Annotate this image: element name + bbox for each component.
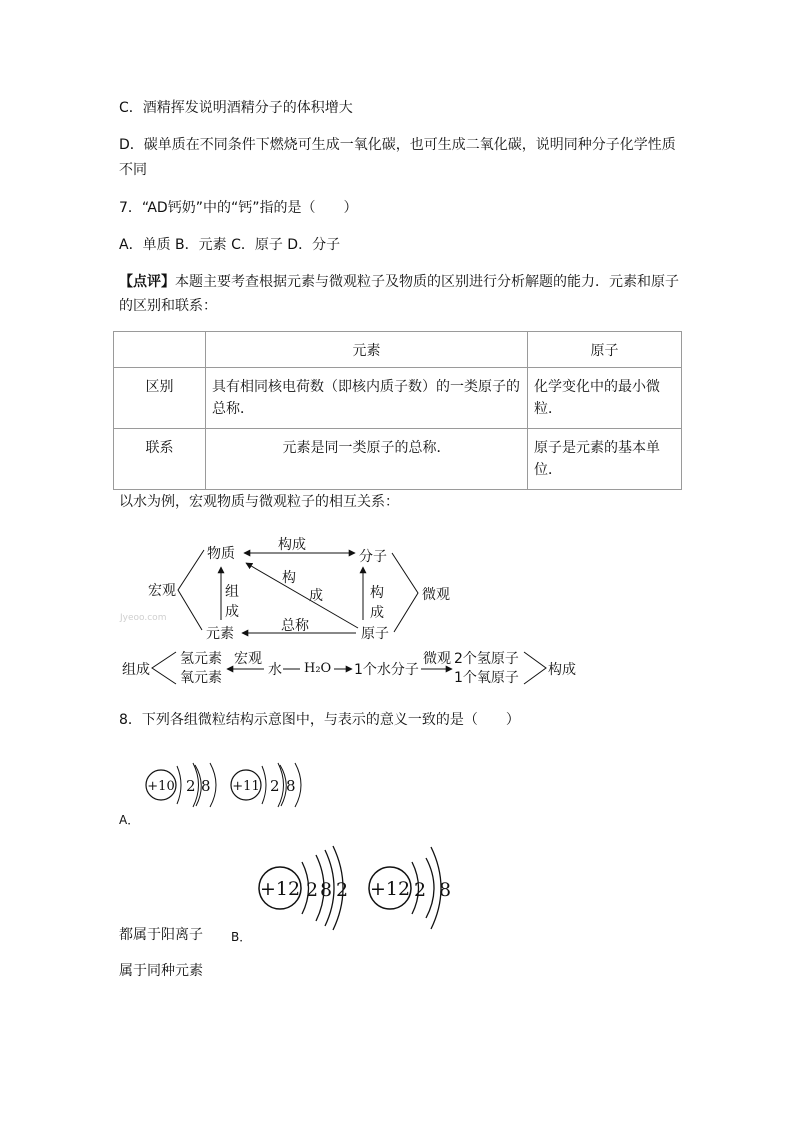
table-header-cell: 原子 <box>528 332 682 368</box>
electron-shell-arc <box>426 858 434 918</box>
electron-shell-arc <box>210 763 216 807</box>
atom-diagram-b1 <box>259 846 348 930</box>
label-cheng-right: 成 <box>370 605 384 621</box>
electron-shell-arc <box>177 766 181 804</box>
comment-text: 本题主要考查根据元素与微观粒子及物质的区别进行分析解题的能力．元素和原子 <box>175 274 679 290</box>
option-d-line-2: 不同 <box>119 162 147 178</box>
comment-line-2: 的区别和联系： <box>119 298 217 314</box>
atom-diagram-a1 <box>146 763 216 807</box>
shell-count: 2 <box>186 777 196 795</box>
atom-diagram-b2 <box>369 847 451 929</box>
label-gou-right: 构 <box>370 585 384 601</box>
label-make-up-top: 构成 <box>278 537 306 553</box>
atom-diagram-a2 <box>231 763 301 807</box>
nucleus-charge: +10 <box>147 779 175 794</box>
nucleus-charge: +12 <box>259 878 301 900</box>
question-7: 7．“AD钙奶”中的“钙”指的是（ ） <box>119 200 358 216</box>
label-macro-2: 宏观 <box>234 651 262 667</box>
label-compose: 组成 <box>122 662 150 678</box>
label-water: 水 <box>268 662 282 678</box>
label-zu: 组 <box>225 584 239 600</box>
shell-count: 2 <box>270 777 280 795</box>
label-one-molecule: 1个水分子 <box>354 662 419 678</box>
label-two-h-atoms: 2个氢原子 <box>454 651 519 667</box>
label-macro: 宏观 <box>148 583 176 599</box>
label-cheng-diag: 成 <box>309 588 323 604</box>
comment-bracket: 【点评】 <box>119 274 175 290</box>
electron-shell-arc <box>262 766 266 804</box>
shell-count: 8 <box>286 777 296 795</box>
option-d-line-1: D．碳单质在不同条件下燃烧可生成一氧化碳，也可生成二氧化碳，说明同种分子化学性质 <box>119 137 676 153</box>
question-7-options: A．单质 B．元素 C．原子 D．分子 <box>119 237 341 253</box>
table-header-cell: 元素 <box>206 332 528 368</box>
table-cell: 具有相同核电荷数（即核内质子数）的一类原子的总称． <box>206 368 528 429</box>
nucleus-charge: +12 <box>369 878 411 900</box>
label-one-o-atom: 1个氧原子 <box>454 670 519 686</box>
label-h2o: H₂O <box>304 661 332 676</box>
label-micro-2: 微观 <box>423 651 451 667</box>
question-8: 8．下列各组微粒结构示意图中，与表示的意义一致的是（ ） <box>119 712 520 728</box>
node-atom: 原子 <box>361 626 389 642</box>
electron-shell-arc <box>295 763 301 807</box>
node-element: 元素 <box>206 626 234 642</box>
shell-count: 2 <box>414 879 427 901</box>
option-b-label: B． <box>231 930 252 944</box>
option-c-line: C．酒精挥发说明酒精分子的体积增大 <box>119 100 353 116</box>
label-cheng-left: 成 <box>225 604 239 620</box>
option-b-text: 属于同种元素 <box>119 963 203 979</box>
nucleus-charge: +11 <box>232 779 260 794</box>
label-make-up-2: 构成 <box>548 662 576 678</box>
option-a-text: 都属于阳离子 <box>119 927 203 943</box>
label-micro: 微观 <box>422 587 450 603</box>
shell-count: 8 <box>201 777 211 795</box>
shell-count: 8 <box>439 879 452 901</box>
node-substance: 物质 <box>207 546 235 562</box>
option-a-label: A． <box>119 813 140 827</box>
node-molecule: 分子 <box>359 549 387 565</box>
label-hydrogen-element: 氢元素 <box>180 651 222 667</box>
water-intro-line: 以水为例，宏观物质与微观粒子的相互关系： <box>119 494 399 510</box>
table-row-label: 联系 <box>114 429 206 490</box>
label-general-name: 总称 <box>281 618 309 634</box>
label-oxygen-element: 氧元素 <box>180 670 222 686</box>
table-cell: 原子是元素的基本单位． <box>528 429 682 490</box>
table-cell: 元素是同一类原子的总称． <box>206 429 528 490</box>
label-gou-diag: 构 <box>282 570 296 586</box>
table-row-label: 区别 <box>114 368 206 429</box>
table-cell: 化学变化中的最小微粒． <box>528 368 682 429</box>
watermark: Jyeoo.com <box>120 613 167 623</box>
shell-count: 8 <box>320 879 333 901</box>
shell-count: 2 <box>336 879 349 901</box>
shell-count: 2 <box>306 879 319 901</box>
